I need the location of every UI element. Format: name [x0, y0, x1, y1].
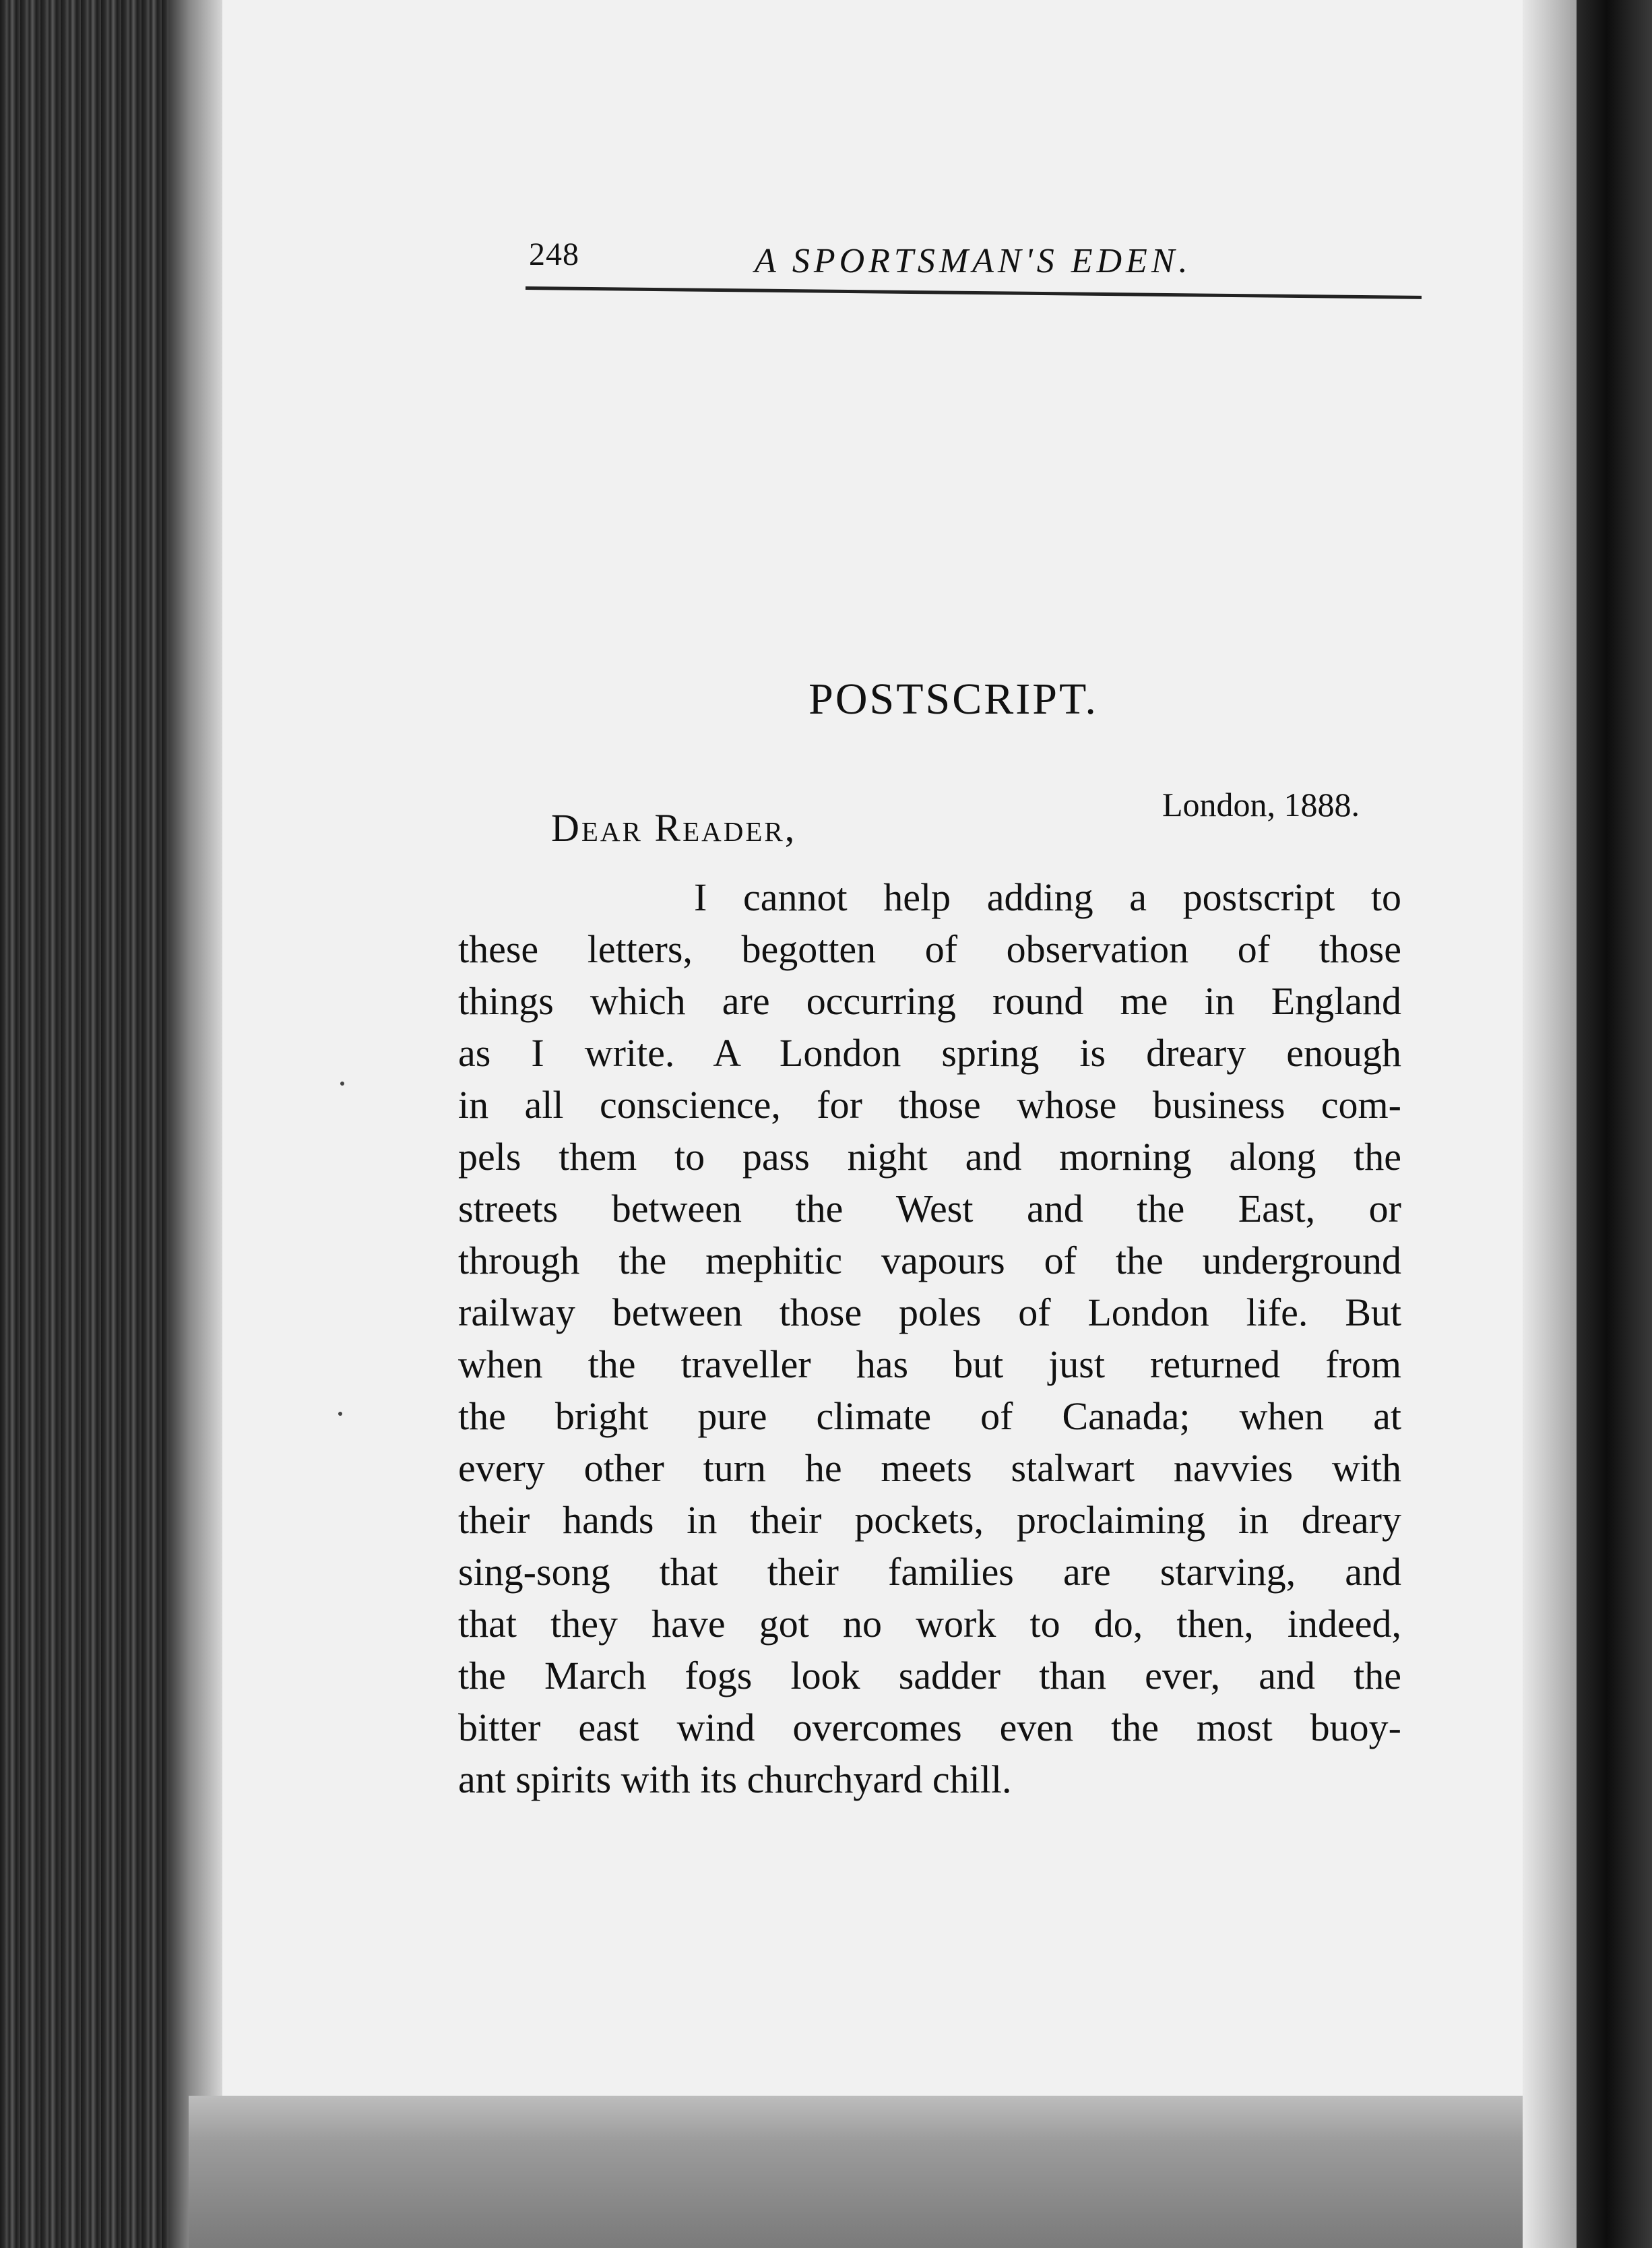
text-line: streets between the West and the East, or: [458, 1187, 1401, 1230]
running-header: [529, 228, 1418, 288]
book-page-bottom-edge: [189, 2096, 1577, 2248]
page-number: 248: [529, 237, 579, 272]
text-line: every other turn he meets stalwart navvies with: [458, 1446, 1401, 1490]
text-line: that they have got no work to do, then, indeed,: [458, 1602, 1401, 1646]
text-line: as I write. A London spring is dreary enough: [458, 1031, 1401, 1075]
text-line: things which are occurring round me in England: [458, 979, 1401, 1023]
body-paragraph: [458, 871, 1401, 1805]
text-line: ant spirits with its churchyard chill.: [458, 1757, 1012, 1801]
dateline: London, 1888.: [1162, 786, 1360, 823]
text-line: when the traveller has but just returned from: [458, 1342, 1401, 1386]
section-heading: POSTSCRIPT.: [808, 675, 1098, 724]
text-line: the March fogs look sadder than ever, and the: [458, 1654, 1401, 1697]
text-line: their hands in their pockets, proclaiming in dreary: [458, 1498, 1401, 1542]
print-speck: [340, 1082, 344, 1086]
text-line: sing-song that their families are starving, and: [458, 1550, 1401, 1594]
salutation: Dear Reader,: [551, 806, 797, 850]
book-gutter-shadow: [168, 0, 222, 2248]
text-line: the bright pure climate of Canada; when at: [458, 1394, 1401, 1438]
text-line: in all conscience, for those whose business com-: [458, 1083, 1401, 1127]
print-speck: [338, 1412, 342, 1416]
book-page-edge-right: [1523, 0, 1583, 2248]
book-binding-right: [1577, 0, 1652, 2248]
text-line: through the mephitic vapours of the underground: [458, 1239, 1401, 1282]
text-line: railway between those poles of London life. But: [458, 1290, 1401, 1334]
running-title: A SPORTSMAN'S EDEN.: [755, 242, 1192, 280]
text-line: I cannot help adding a postscript to: [694, 875, 1401, 919]
text-line: pels them to pass night and morning along the: [458, 1135, 1401, 1179]
text-line: bitter east wind overcomes even the most buoy-: [458, 1706, 1401, 1749]
text-line: these letters, begotten of observation of those: [458, 927, 1401, 971]
